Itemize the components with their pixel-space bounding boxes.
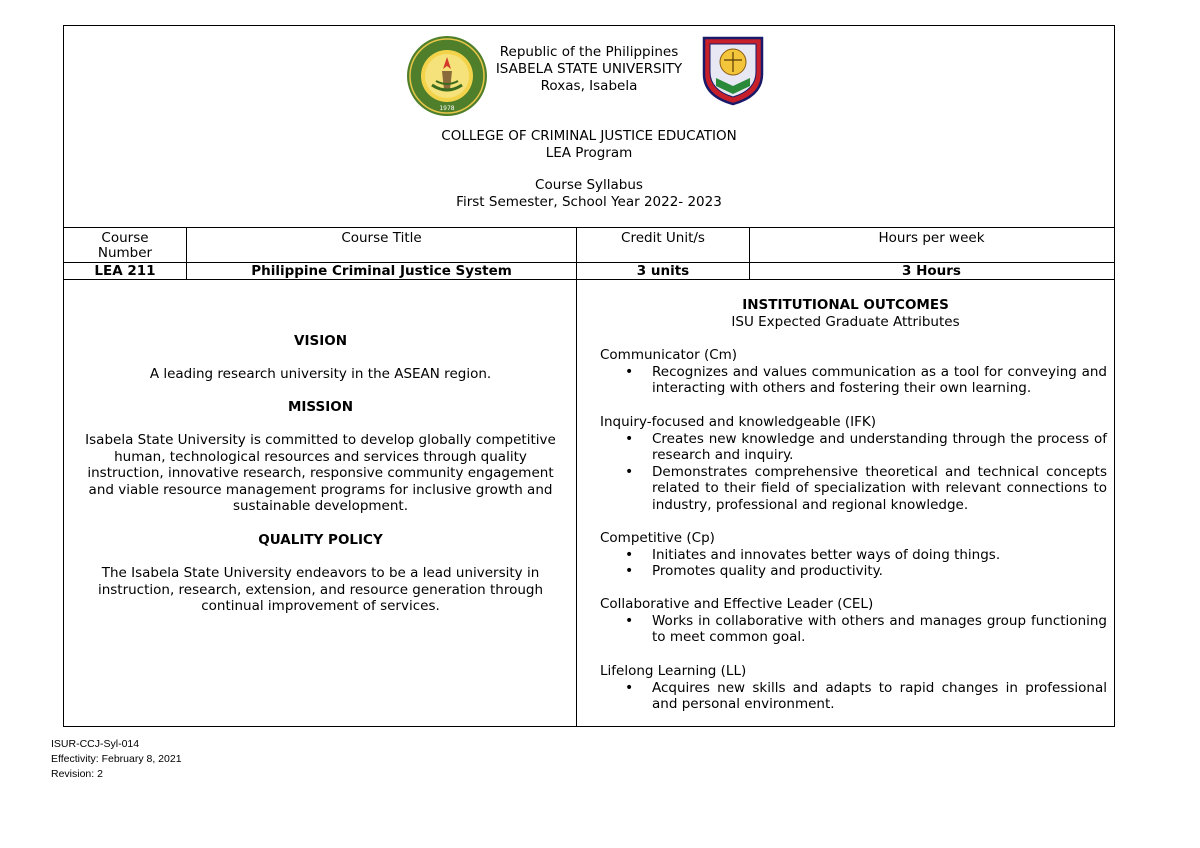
outcome-heading: Communicator (Cm) xyxy=(600,347,738,363)
outcome-heading: Lifelong Learning (LL) xyxy=(600,663,747,679)
document-header xyxy=(64,26,1114,228)
vision-mission-panel xyxy=(64,280,577,726)
outcome-item: • Works in collaborative with others and manages group functioning to meet common goal. xyxy=(652,613,1107,646)
hours-header: Hours per week xyxy=(878,230,985,246)
hours-value: 3 Hours xyxy=(902,263,961,279)
college-name: COLLEGE OF CRIMINAL JUSTICE EDUCATION xyxy=(441,128,737,144)
outcome-group-communicator xyxy=(600,347,1107,397)
mission-title: MISSION xyxy=(287,399,354,415)
course-number-value: LEA 211 xyxy=(94,263,156,279)
university-name: ISABELA STATE UNIVERSITY xyxy=(495,61,683,77)
outcome-item: • Recognizes and values communication as a tool for conveying and interacting with others and fostering their own learning. xyxy=(652,364,1107,397)
outcome-group-competitive xyxy=(600,530,1107,580)
course-number-column xyxy=(64,228,187,279)
outcome-group-lifelong xyxy=(600,663,1107,713)
hours-column xyxy=(750,228,1113,279)
course-number-header: Course Number xyxy=(97,230,153,261)
outcome-item: • Creates new knowledge and understanding through the process of research and inquiry. xyxy=(652,431,1107,464)
effectivity-date: Effectivity: February 8, 2021 xyxy=(51,753,182,765)
outcome-item: • Promotes quality and productivity. xyxy=(652,563,1107,580)
vmgo-section xyxy=(64,280,1114,726)
outcome-item: • Initiates and innovates better ways of doing things. xyxy=(652,547,1107,564)
mission-text: Isabela State University is committed to develop globally competitive human, technological resources and services through quality instruction, innovative research, responsive community engagement and viable resource management programs for inclusive growth and sustainable development. xyxy=(85,432,556,515)
credit-units-header: Credit Unit/s xyxy=(621,230,705,246)
syllabus-frame xyxy=(63,25,1115,727)
outcome-heading: Inquiry-focused and knowledgeable (IFK) xyxy=(600,414,876,430)
course-title-column xyxy=(187,228,577,279)
course-title-value: Philippine Criminal Justice System xyxy=(251,263,512,279)
revision-number: Revision: 2 xyxy=(51,768,103,780)
semester-line: First Semester, School Year 2022- 2023 xyxy=(456,194,722,210)
program-name: LEA Program xyxy=(545,145,633,161)
outcome-item: • Demonstrates comprehensive theoretical and technical concepts related to their field of specialization with relevant connections to industry, professional and regional knowledge. xyxy=(652,464,1107,514)
course-info-table xyxy=(64,228,1114,280)
svg-text:1978: 1978 xyxy=(439,105,455,112)
campus-name: Roxas, Isabela xyxy=(540,78,638,94)
outcomes-subtitle: ISU Expected Graduate Attributes xyxy=(731,314,960,330)
outcome-heading: Competitive (Cp) xyxy=(600,530,715,546)
vision-title: VISION xyxy=(294,333,347,349)
outcome-item: • Acquires new skills and adapts to rapid changes in professional and personal environment. xyxy=(652,680,1107,713)
course-title-header: Course Title xyxy=(341,230,422,246)
vision-text: A leading research university in the ASEAN region. xyxy=(149,366,492,382)
quality-policy-text: The Isabela State University endeavors to be a lead university in instruction, research, extension, and resource generation through continual improvement of services. xyxy=(97,565,544,615)
outcome-heading: Collaborative and Effective Leader (CEL) xyxy=(600,596,874,612)
republic-line: Republic of the Philippines xyxy=(499,44,679,60)
credit-units-column xyxy=(577,228,750,279)
credit-units-value: 3 units xyxy=(636,263,690,279)
document-code: ISUR-CCJ-Syl-014 xyxy=(51,738,140,750)
outcome-group-collaborative xyxy=(600,596,1107,646)
outcomes-title: INSTITUTIONAL OUTCOMES xyxy=(742,297,949,313)
quality-policy-title: QUALITY POLICY xyxy=(258,532,383,548)
outcome-group-inquiry xyxy=(600,414,1107,514)
document-type: Course Syllabus xyxy=(535,177,643,193)
institutional-outcomes-panel xyxy=(577,280,1114,726)
